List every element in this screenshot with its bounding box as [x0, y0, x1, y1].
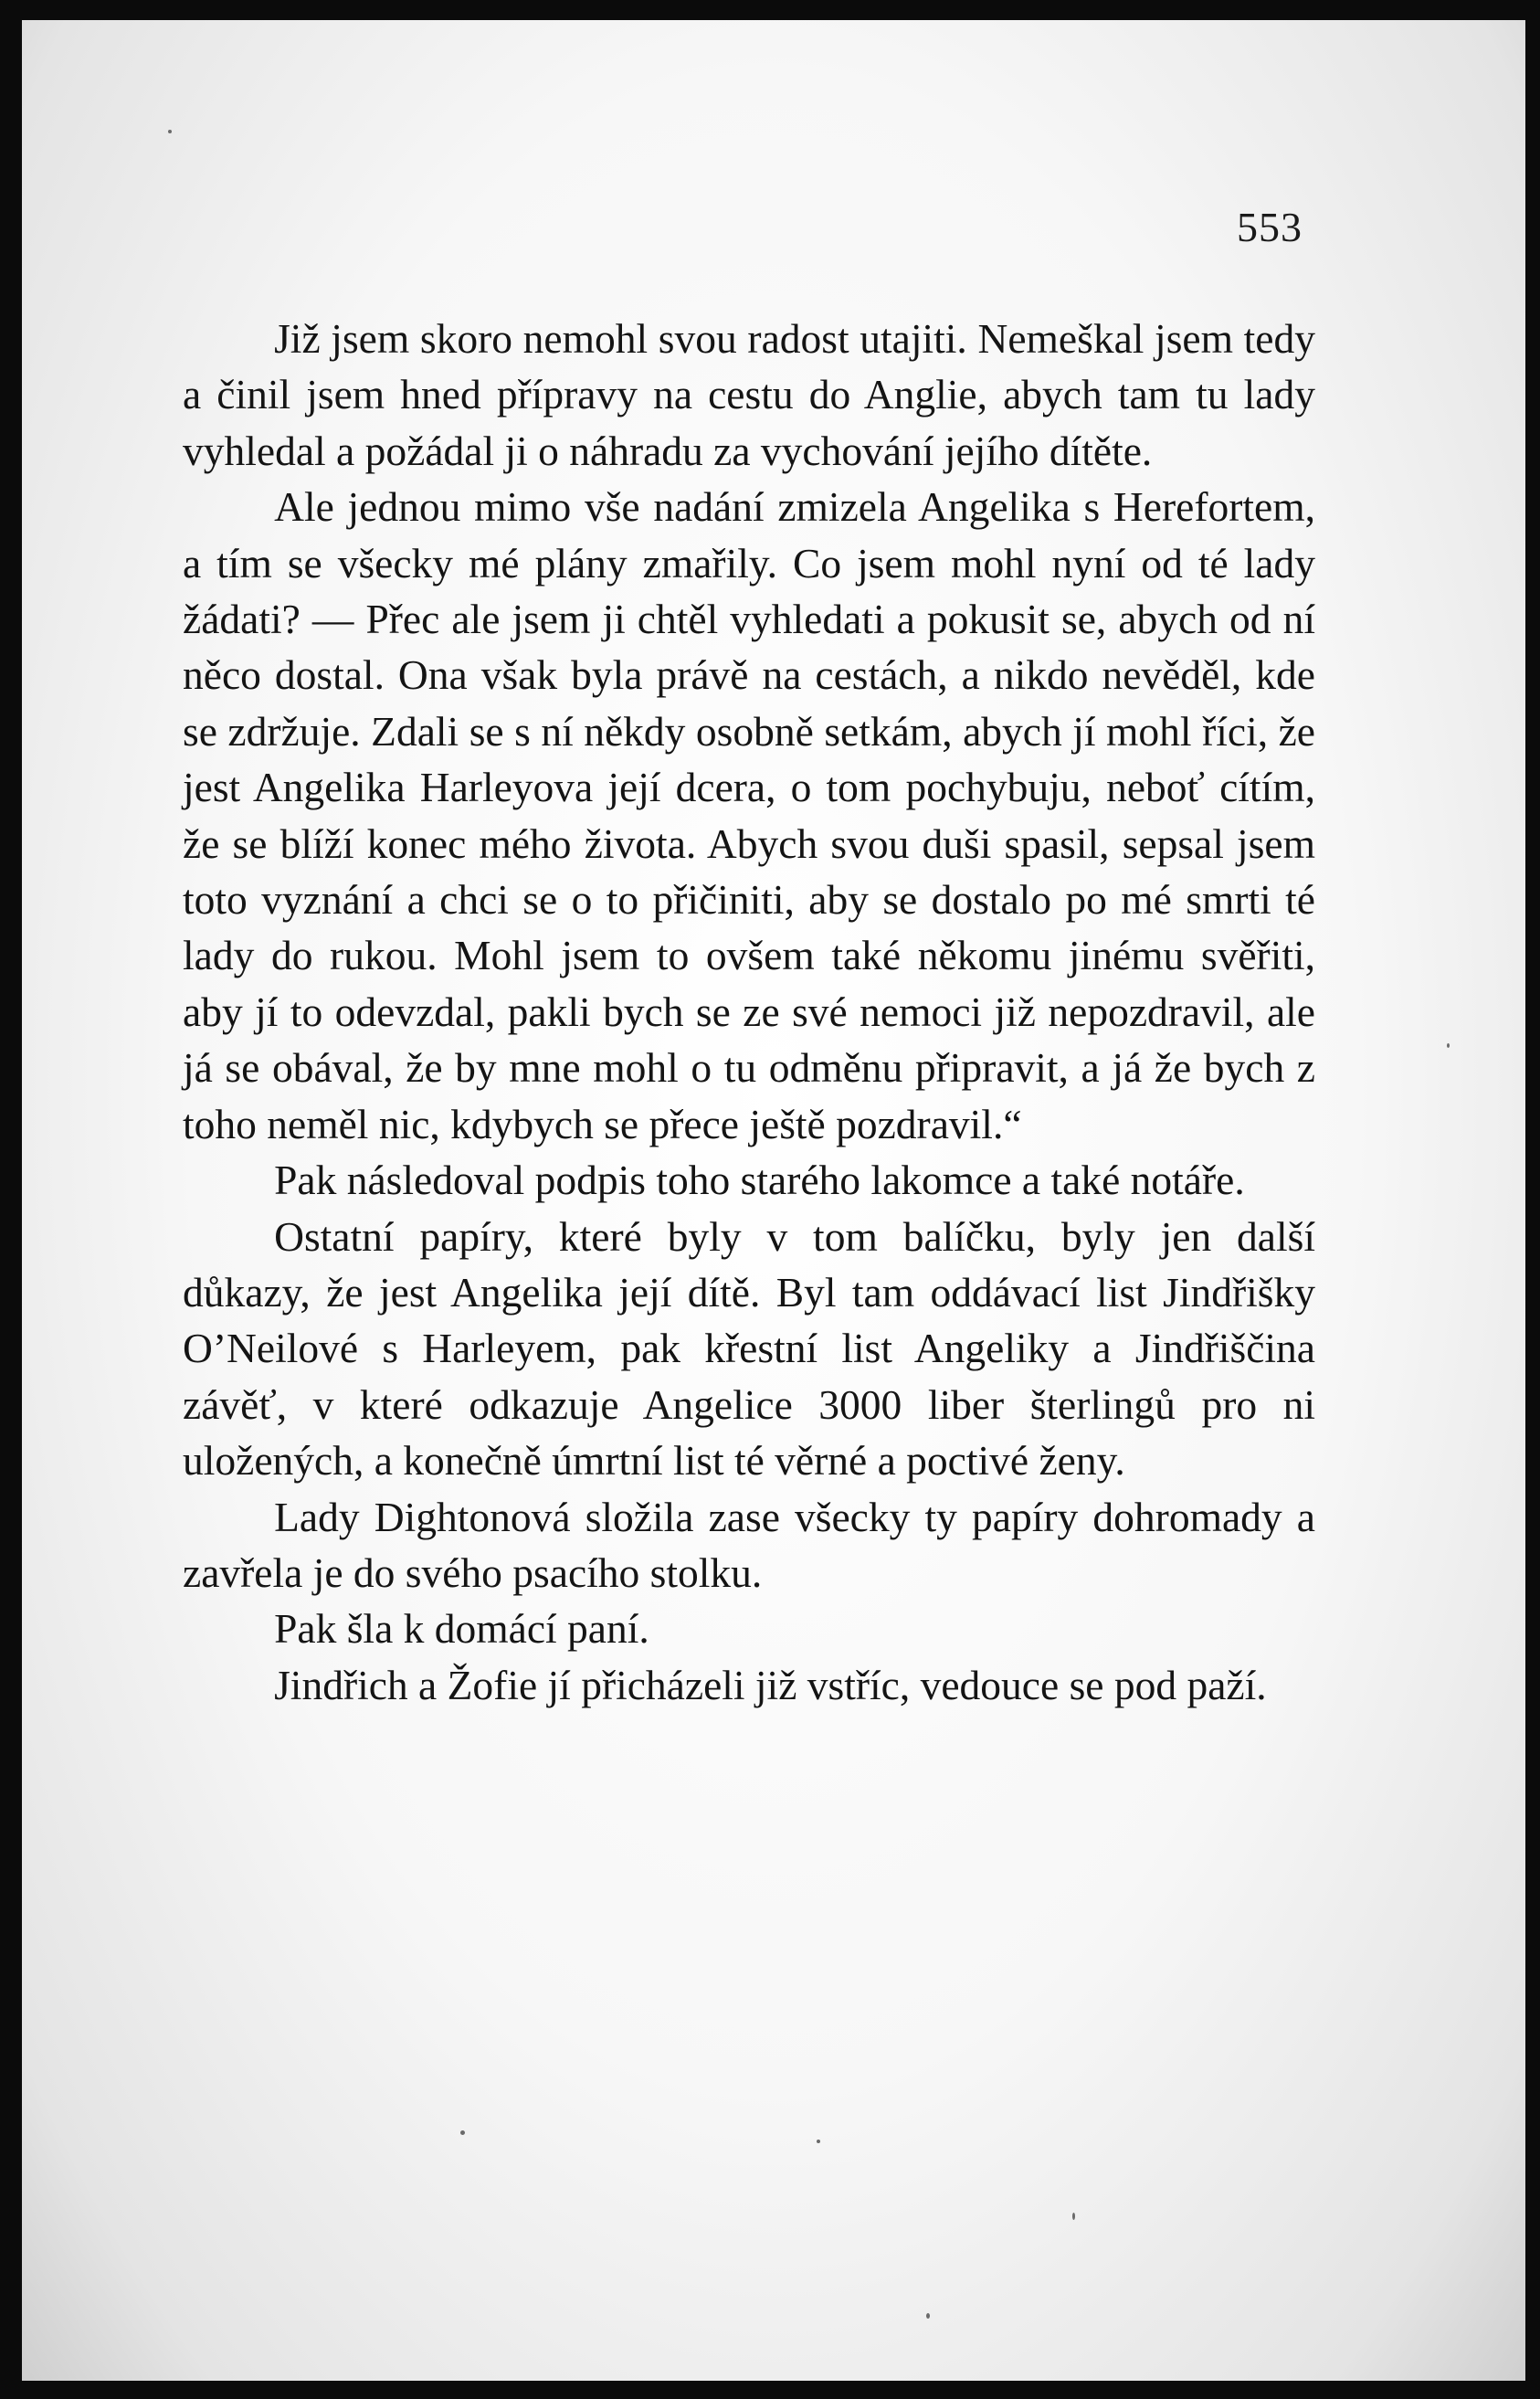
paragraph: Jindřich a Žofie jí přicházeli již vstříc, vedouce se pod paží.	[274, 1661, 1267, 1708]
scan-speck	[1072, 2213, 1075, 2220]
scan-speck	[460, 2130, 465, 2135]
paragraph: Pak následoval podpis toho starého lakomce a také notáře.	[274, 1157, 1245, 1204]
scan-speck	[168, 130, 172, 133]
paragraph: Ale jednou mimo vše nadání zmizela Angelika s Herefortem, a tím se všecky mé plány zmařily. Co jsem mohl nyní od té lady žádati? — Přec ale jsem ji chtěl vyhledati a pokusit se, abych od ní něco dostal. Ona však byla právě na cestách, a nikdo nevěděl, kde se zdržuje. Zdali se s ní někdy osobně setkám, abych jí mohl říci, že jest Angelika Harleyova její dcera, o tom pochybuju, neboť cítím, že se blíží konec mého života. Abych svou duši spasil, sepsal jsem toto vyznání a chci se o to přičiniti, aby se dostalo po mé smrti té lady do rukou. Mohl jsem to ovšem také někomu jinému svěřiti, aby jí to odevzdal, pakli bych se ze své nemoci již nepozdravil, ale já se obával, že by mne mohl o tu odměnu připravit, a já že bych z toho neměl nic, kdybych se přece ještě pozdravil.“	[183, 483, 1315, 1147]
paragraph: Ostatní papíry, které byly v tom balíčku, byly jen další důkazy, že jest Angelika její dítě. Byl tam oddávací list Jindřišky O’Neilové s Harleyem, pak křestní list Angeliky a Jindřiščina závěť, v které odkazuje Angelice 3000 liber šterlingů pro ni uložených, a konečně úmrtní list té věrné a poctivé ženy.	[183, 1212, 1315, 1485]
paragraph: Již jsem skoro nemohl svou radost utajiti. Nemeškal jsem tedy a činil jsem hned přípravy na cestu do Anglie, abych tam tu lady vyhledal a požádal ji o náhradu za vychování jejího dítěte.	[183, 315, 1315, 474]
paragraph: Lady Dightonová složila zase všecky ty papíry dohromady a zavřela je do svého psacího stolku.	[183, 1493, 1315, 1596]
paragraph: Pak šla k domácí paní.	[274, 1605, 649, 1653]
scan-speck	[817, 2140, 820, 2143]
scan-speck	[1447, 1043, 1450, 1048]
page-body-text	[183, 311, 1315, 1713]
scan-speck	[926, 2313, 930, 2319]
page-number: 553	[1237, 204, 1303, 250]
